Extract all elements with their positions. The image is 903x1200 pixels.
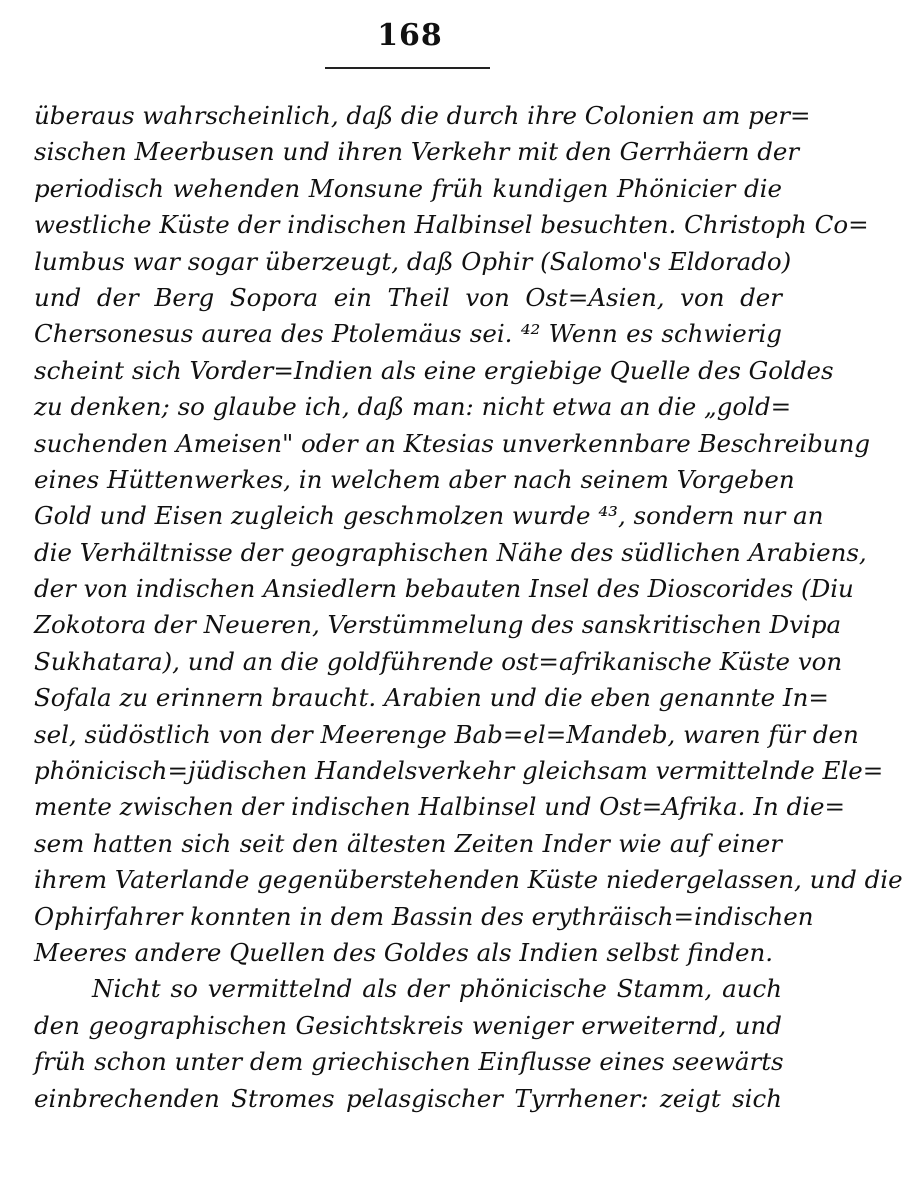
text-line: mente zwischen der indischen Halbinsel und Ost=Afrika. In die=	[34, 792, 846, 822]
text-line: Nicht so vermittelnd als der phönicische Stamm, auch	[92, 974, 782, 1004]
text-line: überaus wahrscheinlich, daß die durch ihre Colonien am per=	[34, 101, 811, 130]
header-rule	[325, 67, 490, 69]
text-line: westliche Küste der indischen Halbinsel besuchten. Christoph Co=	[34, 210, 869, 240]
text-line: periodisch wehenden Monsune früh kundigen Phönicier die	[34, 173, 782, 203]
text-line: Zokotora der Neueren, Verstümmelung des sanskritischen Dvipa	[34, 610, 842, 640]
page-number: 168	[377, 18, 443, 53]
text-line: die Verhältnisse der geographischen Nähe des südlichen Arabiens,	[34, 537, 867, 567]
text-line: sel, südöstlich von der Meerenge Bab=el=Mandeb, waren für den	[34, 719, 859, 749]
text-line: Meeres andere Quellen des Goldes als Indien selbst finden.	[34, 937, 774, 967]
text-line: und der Berg Sopora ein Theil von Ost=Asien, von der	[34, 282, 782, 312]
text-line: Gold und Eisen zugleich geschmolzen wurde ⁴³, sondern nur an	[34, 501, 824, 531]
text-line: Chersonesus aurea des Ptolemäus sei. ⁴² Wenn es schwierig	[34, 319, 782, 349]
text-line: scheint sich Vorder=Indien als eine ergiebige Quelle des Goldes	[34, 355, 834, 385]
text-line: Sofala zu erinnern braucht. Arabien und die eben genannte In=	[34, 683, 829, 713]
text-line: suchenden Ameisen" oder an Ktesias unverkennbare Beschreibung	[34, 428, 871, 458]
text-line: zu denken; so glaube ich, daß man: nicht etwa an die „gold=	[34, 392, 792, 422]
text-line: sischen Meerbusen und ihren Verkehr mit den Gerrhäern der	[34, 137, 800, 167]
text-line: Ophirfahrer konnten in dem Bassin des erythräisch=indischen	[34, 901, 814, 931]
text-line: sem hatten sich seit den ältesten Zeiten Inder wie auf einer	[34, 828, 782, 858]
body-text	[34, 98, 903, 1117]
text-line: Sukhatara), und an die goldführende ost=afrikanische Küste von	[34, 646, 843, 676]
text-line: eines Hüttenwerkes, in welchem aber nach seinem Vorgeben	[34, 464, 795, 494]
text-line: phönicisch=jüdischen Handelsverkehr gleichsam vermittelnde Ele=	[34, 756, 884, 786]
text-line: ihrem Vaterlande gegenüberstehenden Küste niedergelassen, und die	[34, 865, 903, 895]
text-line: den geographischen Gesichtskreis weniger erweiternd, und	[34, 1010, 782, 1040]
text-line: der von indischen Ansiedlern bebauten Insel des Dioscorides (Diu	[34, 574, 854, 604]
text-line: früh schon unter dem griechischen Einflusse eines seewärts	[34, 1047, 784, 1077]
text-line: lumbus war sogar überzeugt, daß Ophir (Salomo's Eldorado)	[34, 246, 792, 276]
text-line: einbrechenden Stromes pelasgischer Tyrrhener: zeigt sich	[34, 1083, 782, 1113]
